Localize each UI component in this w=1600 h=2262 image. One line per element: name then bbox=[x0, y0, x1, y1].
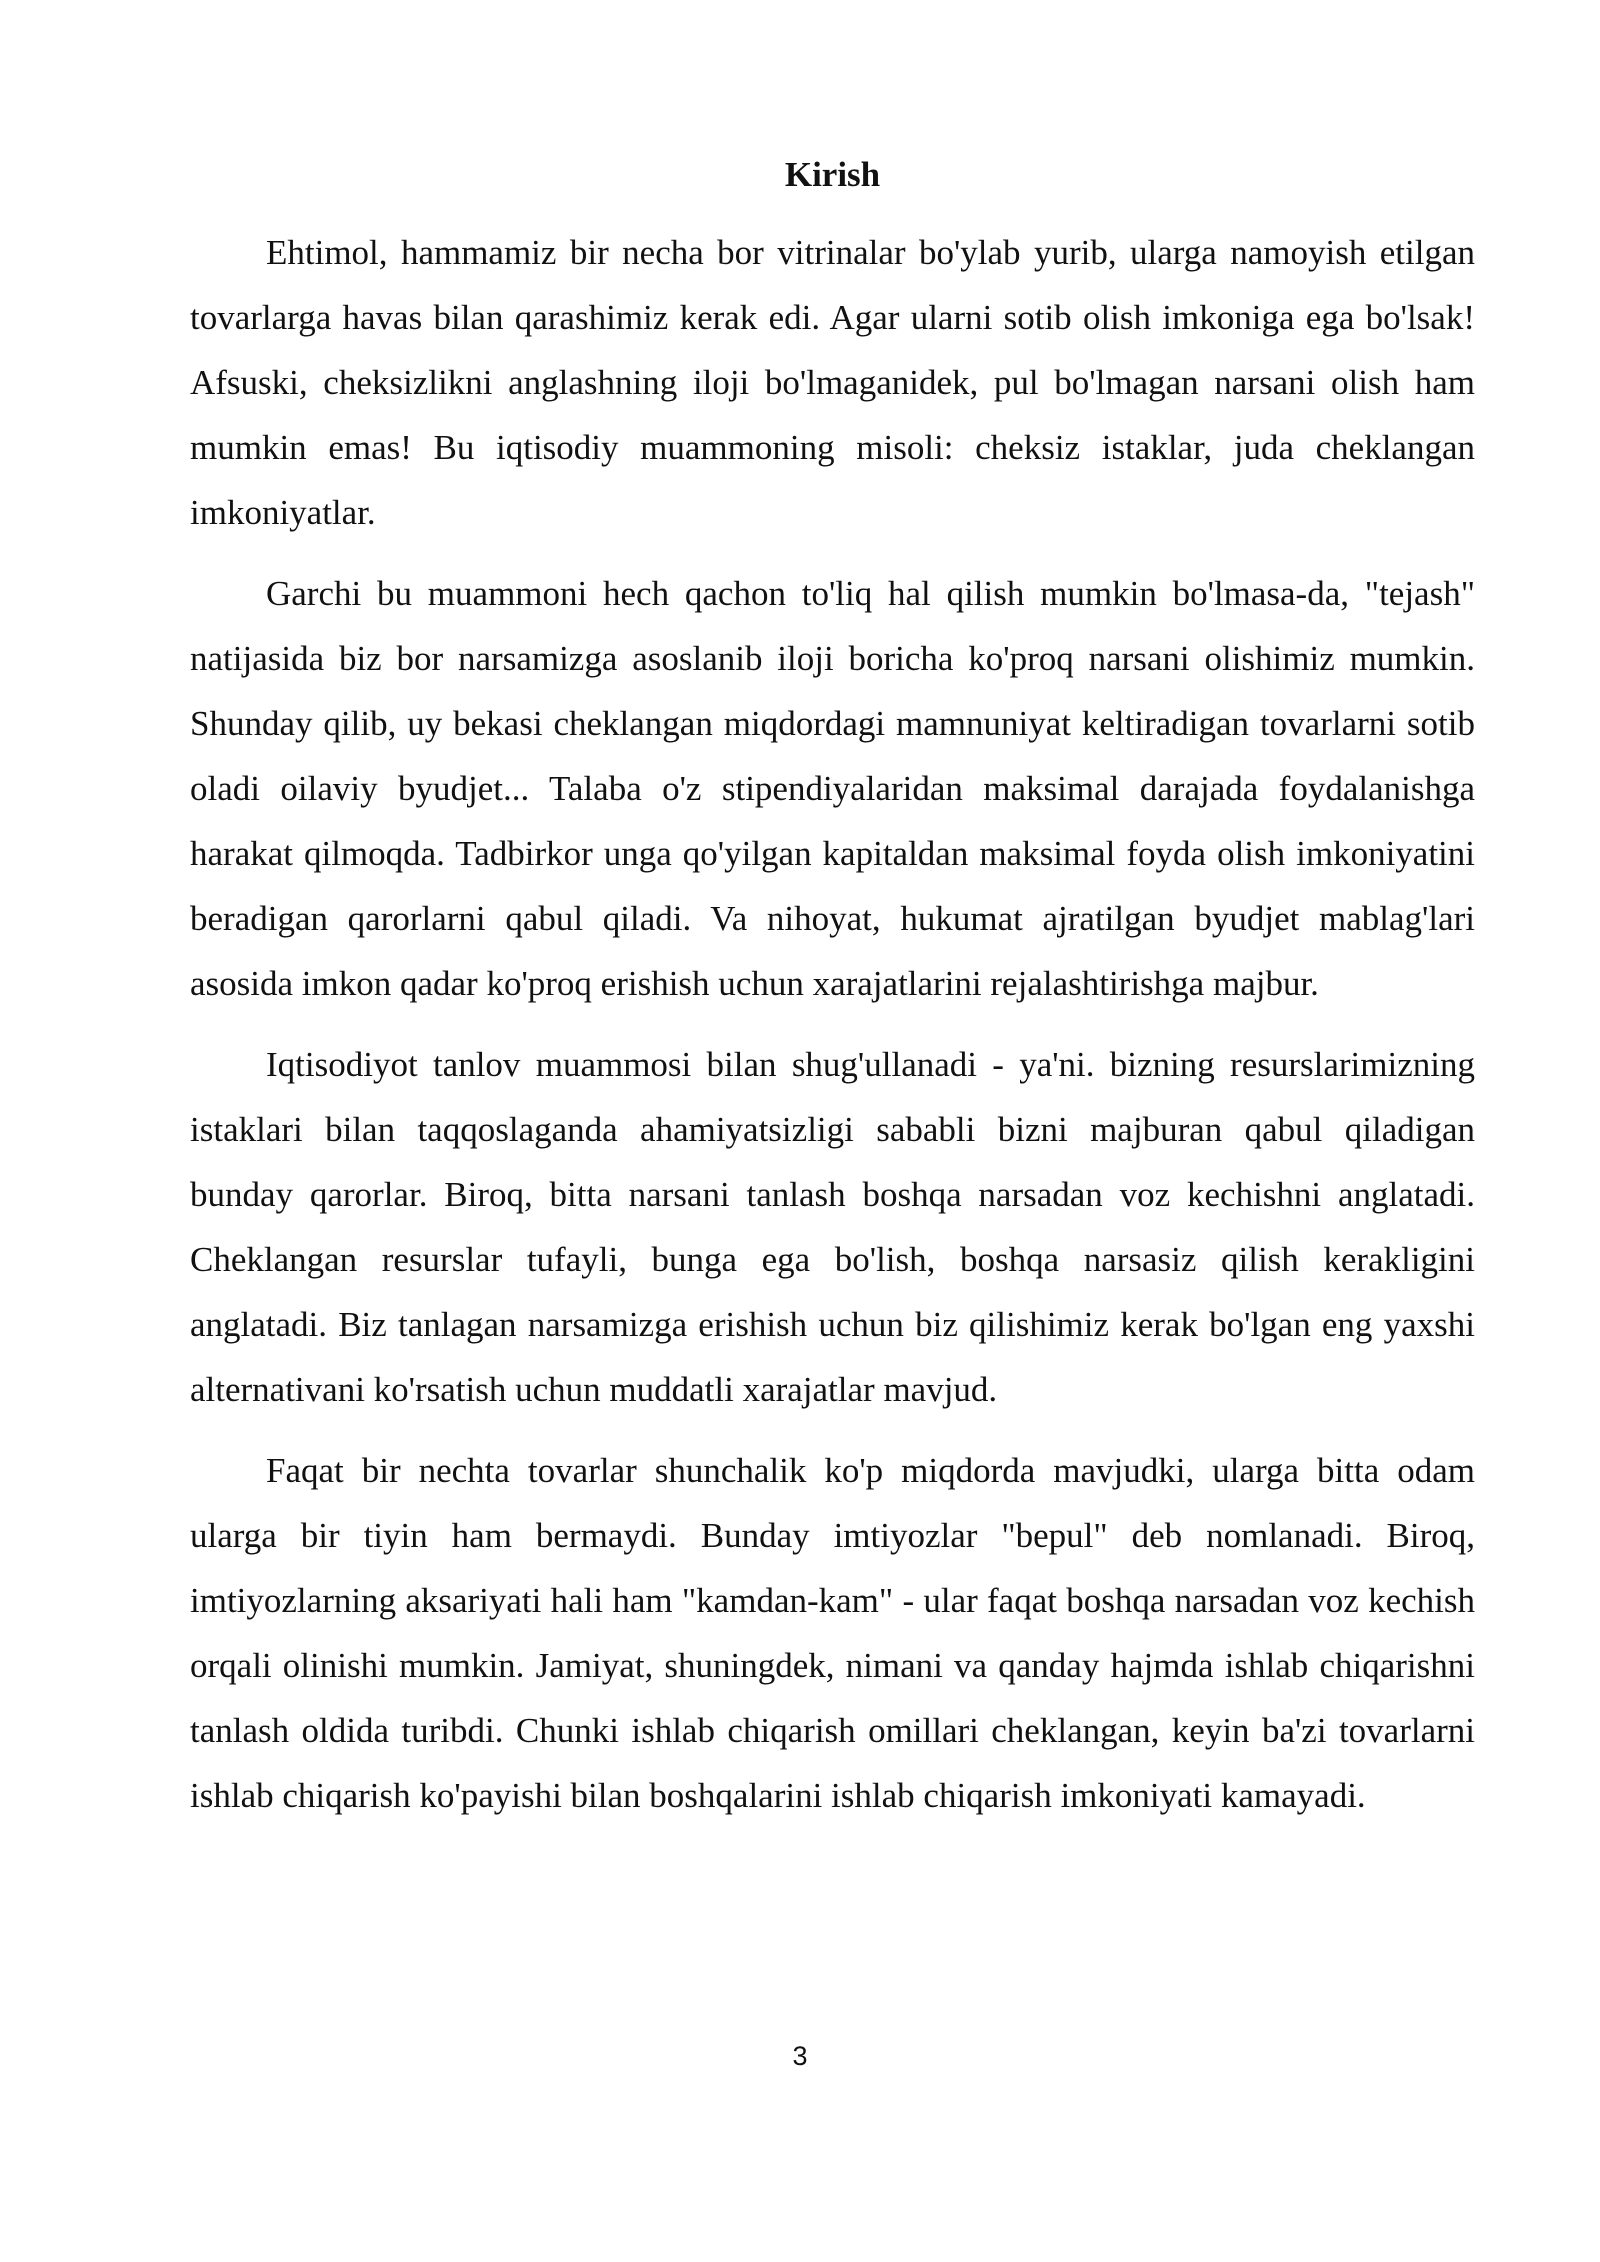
section-title: Kirish bbox=[784, 155, 881, 194]
paragraph-2: Garchi bu muammoni hech qachon to'liq hal qilish mumkin bo'lmasa-da, "tejash" natijasida biz bor narsamizga asoslanib iloji boricha ko'proq narsani olishimiz mumkin. Shunday qilib, uy bekasi cheklangan miqdordagi mamnuniyat keltiradigan tovarlarni sotib oladi oilaviy byudjet... Talaba o'z stipendiyalaridan maksimal darajada foydalanishga harakat qilmoqda. Tadbirkor unga qo'yilgan kapitaldan maksimal foyda olish imkoniyatini beradigan qarorlarni qabul qiladi. Va nihoyat, hukumat ajratilgan byudjet mablag'lari asosida imkon qadar ko'proq erishish uchun xarajatlarini rejalashtirishga majbur. bbox=[190, 574, 1475, 1003]
paragraph-4: Faqat bir nechta tovarlar shunchalik ko'p miqdorda mavjudki, ularga bitta odam ularga bir tiyin ham bermaydi. Bunday imtiyozlar "bepul" deb nomlanadi. Biroq, imtiyozlarning aksariyati hali ham "kamdan-kam" - ular faqat boshqa narsadan voz kechish orqali olinishi mumkin. Jamiyat, shuningdek, nimani va qanday hajmda ishlab chiqarishni tanlash oldida turibdi. Chunki ishlab chiqarish omillari cheklangan, keyin ba'zi tovarlarni ishlab chiqarish ko'payishi bilan boshqalarini ishlab chiqarish imkoniyati kamayadi. bbox=[190, 1451, 1475, 1815]
paragraph-1: Ehtimol, hammamiz bir necha bor vitrinalar bo'ylab yurib, ularga namoyish etilgan tovarlarga havas bilan qarashimiz kerak edi. Agar ularni sotib olish imkoniga ega bo'lsak! Afsuski, cheksizlikni anglashning iloji bo'lmaganidek, pul bo'lmagan narsani olish ham mumkin emas! Bu iqtisodiy muammoning misoli: cheksiz istaklar, juda cheklangan imkoniyatlar. bbox=[190, 233, 1475, 532]
paragraph-3: Iqtisodiyot tanlov muammosi bilan shug'ullanadi - ya'ni. bizning resurslarimizning istaklari bilan taqqoslaganda ahamiyatsizligi sababli bizni majburan qabul qiladigan bunday qarorlar. Biroq, bitta narsani tanlash boshqa narsadan voz kechishni anglatadi. Cheklangan resurslar tufayli, bunga ega bo'lish, boshqa narsasiz qilish kerakligini anglatadi. Biz tanlagan narsamizga erishish uchun biz qilishimiz kerak bo'lgan eng yaxshi alternativani ko'rsatish uchun muddatli xarajatlar mavjud. bbox=[190, 1045, 1475, 1409]
page-number: 3 bbox=[792, 2041, 808, 2071]
page-content bbox=[190, 145, 1475, 1844]
